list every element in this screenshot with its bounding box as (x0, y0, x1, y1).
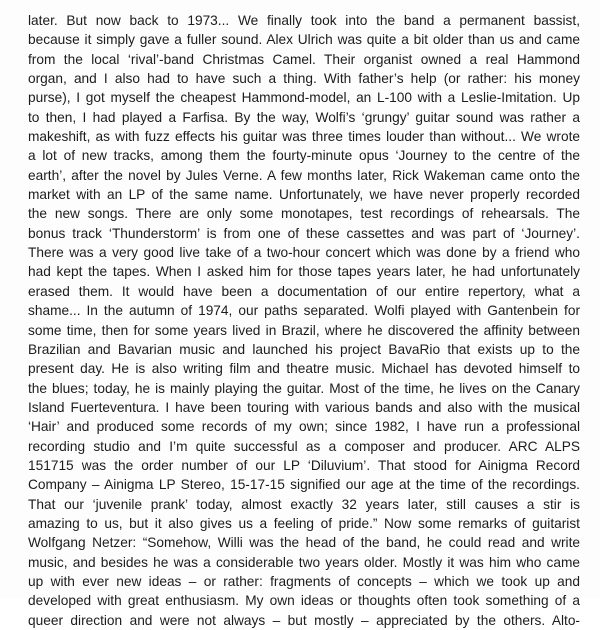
text-line: Island Fuerteventura. I have been touring with various bands and also with the musical (28, 399, 580, 415)
text-line: 151715 was the order number of our LP ‘Diluvium’. That stood for Ainigma Record (28, 457, 580, 473)
text-line: the new songs. There are only some monotapes, test recordings of rehearsals. The (28, 206, 580, 222)
text-line: Brazilian and Bavarian music and launched his project BavaRio that exists up to the (28, 341, 580, 357)
body-text (28, 11, 580, 630)
text-line: organ, and I also had to have such a thing. With father’s help (or rather: his money (28, 71, 580, 87)
text-line: the blues; today, he is mainly playing the guitar. Most of the time, he lives on the Canary (28, 380, 580, 396)
text-line: recording studio and I’m quite successful as a composer and producer. ARC ALPS (28, 438, 580, 454)
text-line: had kept the tapes. When I asked him for those tapes years later, he had unfortunately (28, 264, 580, 280)
text-line: developed with great enthusiasm. My own ideas or thoughts often took something of a (28, 593, 580, 609)
text-line: erased them. It would have been a documentation of our entire repertory, what a (28, 283, 580, 299)
text-line: queer direction and were not always – but mostly – appreciated by the others. Alto- (28, 612, 580, 628)
text-line: ‘Hair’ and produced some records of my own; since 1982, I have run a professional (28, 419, 580, 435)
text-line: shame... In the autumn of 1974, our paths separated. Wolfi played with Gantenbein for (28, 303, 580, 319)
text-line: to then, I had played a Farfisa. By the way, Wolfi’s ‘grungy’ guitar sound was rather a (28, 109, 580, 125)
text-line: up with ever new ideas – or rather: fragments of concepts – which we took up and (28, 573, 580, 589)
text-line: market with an LP of the same name. Unfortunately, we have never properly recorded (28, 187, 580, 203)
text-line: That our ‘juvenile prank’ today, almost exactly 32 years later, still causes a stir is (28, 496, 580, 512)
text-line: Wolfgang Netzer: “Somehow, Willi was the head of the band, he could read and write (28, 535, 580, 551)
text-line: some time, then for some years lived in Brazil, where he discovered the affinity between (28, 322, 580, 338)
text-line: present day. He is also writing film and theatre music. Michael has devoted himself to (28, 361, 580, 377)
text-line: purse), I got myself the cheapest Hammond-model, an L-100 with a Leslie-Imitation. Up (28, 90, 580, 106)
text-line: because it simply gave a fuller sound. Alex Ulrich was quite a bit older than us and came (28, 32, 580, 48)
text-line: amazing to us, but it also gives us a feeling of pride.” Now some remarks of guitarist (28, 515, 580, 531)
text-line: bonus track ‘Thunderstorm’ is from one of these cassettes and was part of ‘Journey’. (28, 225, 580, 241)
text-line: from the local ‘rival’-band Christmas Camel. Their organist owned a real Hammond (28, 51, 580, 67)
text-line: music, and besides he was a considerable two years older. Mostly it was him who came (28, 554, 580, 570)
text-line: There was a very good live take of a two-hour concert which was done by a friend who (28, 245, 580, 261)
text-line: a lot of new tracks, among them the fourty-minute opus ‘Journey to the centre of the (28, 148, 580, 164)
text-line: Company – Ainigma LP Stereo, 15-17-15 signified our age at the time of the recordings. (28, 477, 580, 493)
text-line: makeshift, as with fuzz effects his guitar was three times louder than without... We wrote (28, 129, 580, 145)
text-line: earth’, after the novel by Jules Verne. A few months later, Rick Wakeman came onto the (28, 167, 580, 183)
text-line: later. But now back to 1973... We finally took into the band a permanent bassist, (28, 13, 580, 28)
